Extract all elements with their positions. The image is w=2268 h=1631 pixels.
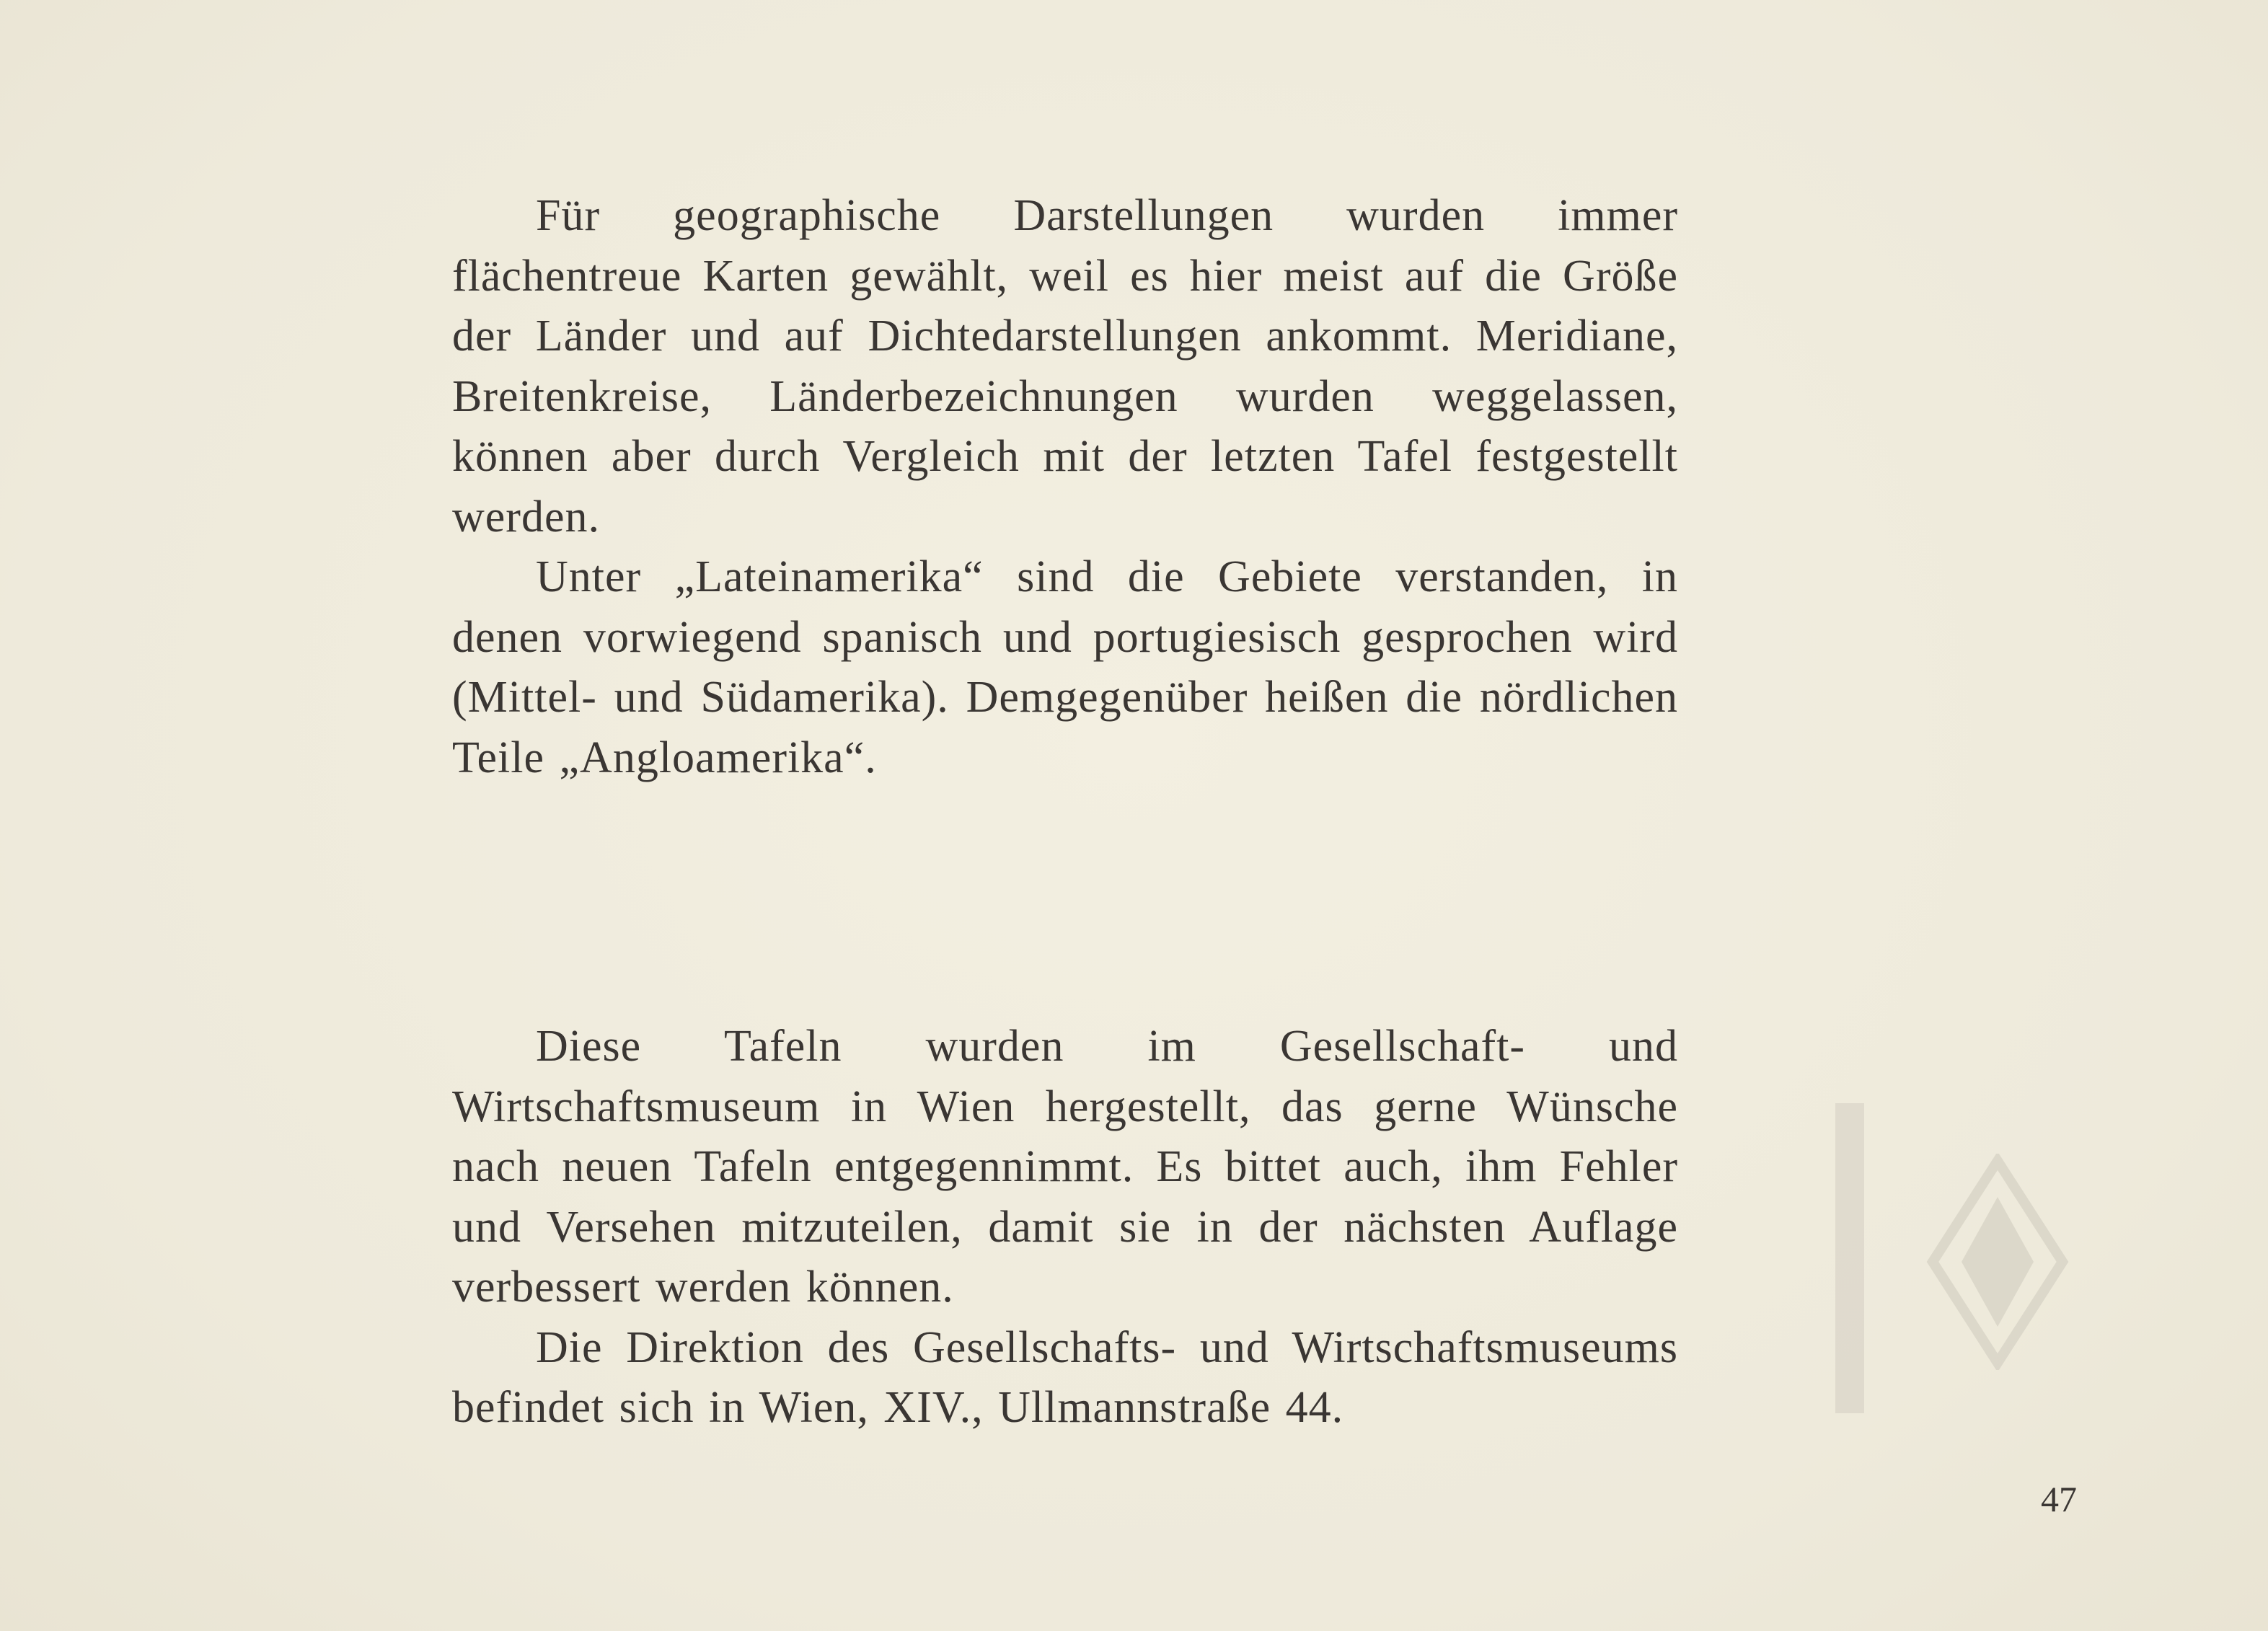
paragraph-latin-america: Unter „Lateinamerika“ sind die Gebiete verstanden, in denen vorwiegend spanisch und portugiesisch gesprochen wird (Mittel- und Südamerika). Demgegenüber heißen die nördlichen Teile „Angloamerika“. <box>452 552 1678 782</box>
diamond-logo-icon <box>1925 1154 2070 1370</box>
paragraph-museum-production: Diese Tafeln wurden im Gesellschaft- und Wirtschaftsmuseum in Wien hergestellt, das gerne Wünsche nach neuen Tafeln entgegennimmt. Es bittet auch, ihm Fehler und Versehen mitzuteilen, damit sie in der nächsten Auflage verbessert werden können. <box>452 1022 1678 1312</box>
paragraph-museum-address: Die Direktion des Gesellschafts- und Wirtschaftsmuseums befindet sich in Wien, XIV., Ullmannstraße 44. <box>452 1322 1678 1432</box>
page-number: 47 <box>2041 1479 2077 1519</box>
paragraph-map-projection: Für geographische Darstellungen wurden immer flächentreue Karten gewählt, weil es hier meist auf die Größe der Länder und auf Dichtedarstellungen ankommt. Meridiane, Breitenkreise, Länderbezeichnungen wurden weggelassen, können aber durch Vergleich mit der letzten Tafel festgestellt werden. <box>452 191 1678 542</box>
stamp-bar <box>1835 1103 1864 1413</box>
text-block-bottom <box>452 1017 1678 1438</box>
text-block-top <box>452 186 1678 788</box>
